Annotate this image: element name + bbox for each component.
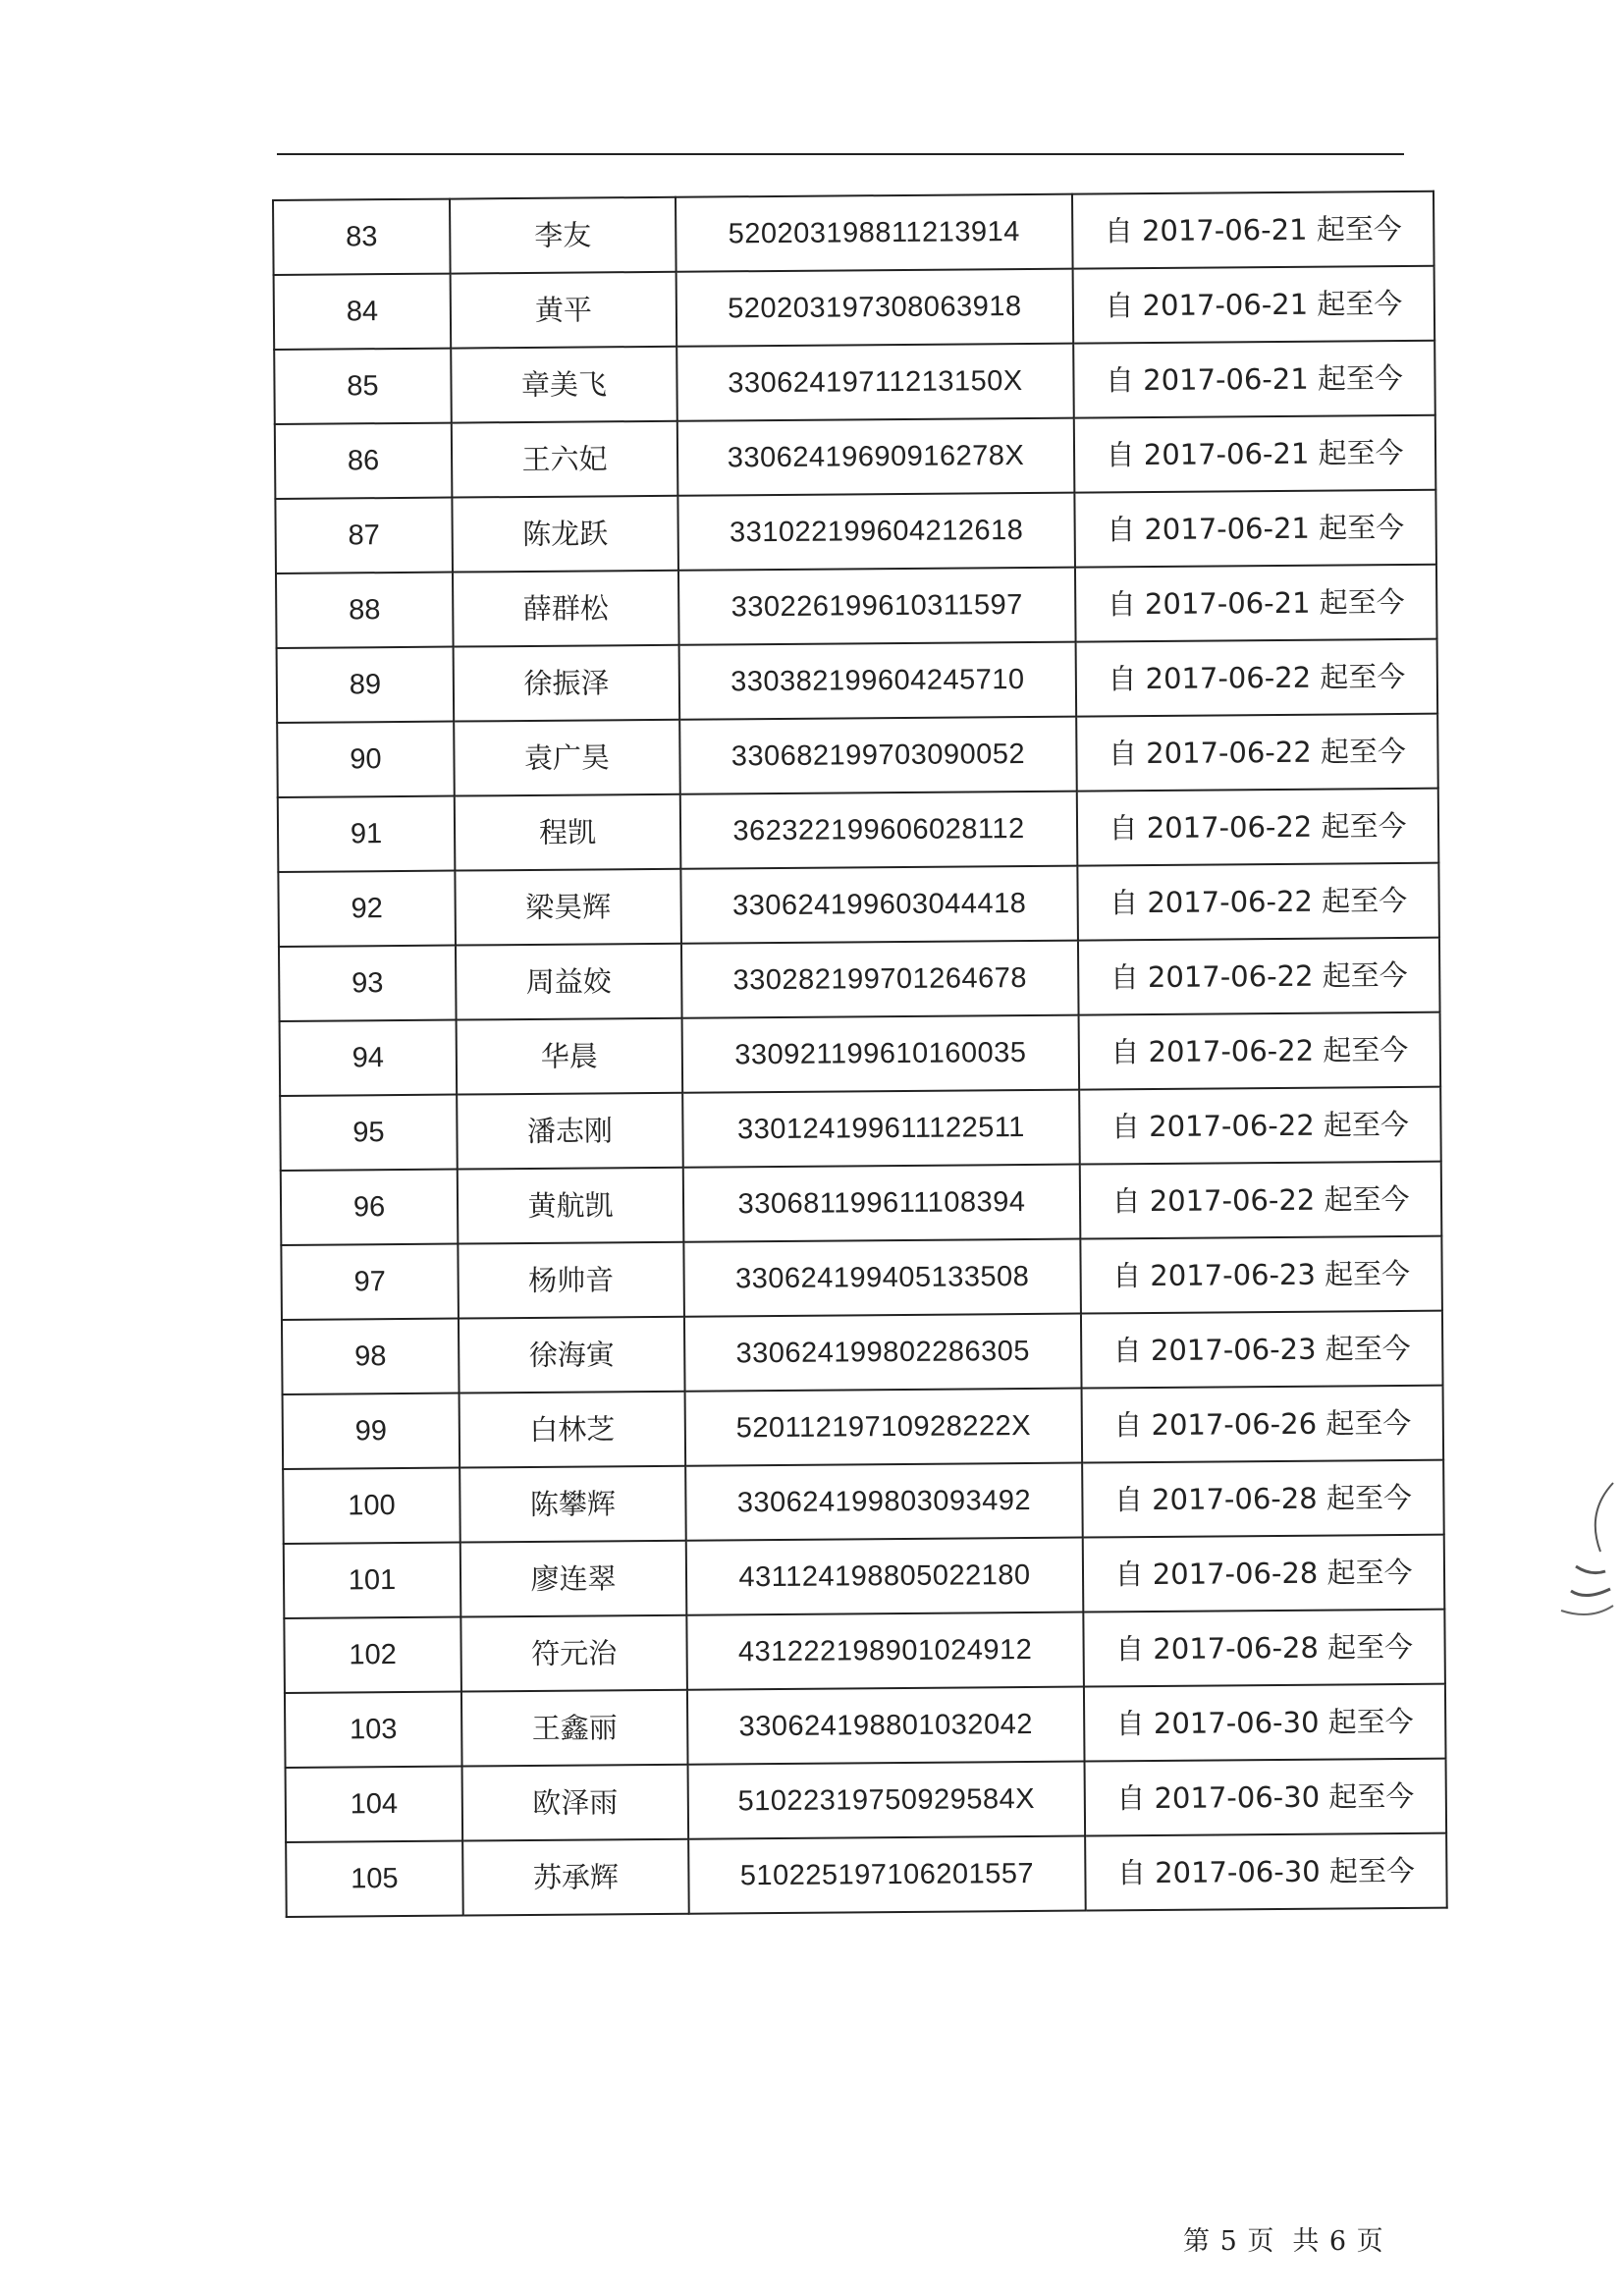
row-name: 袁广昊	[454, 720, 680, 796]
row-name: 徐海寅	[459, 1317, 685, 1394]
table-row	[275, 490, 1436, 574]
row-name: 陈攀辉	[460, 1466, 686, 1543]
row-number: 91	[278, 796, 456, 872]
row-number: 87	[275, 498, 453, 574]
row-id-number: 51022319750929584X	[688, 1762, 1086, 1839]
row-id-number: 330226199610311597	[678, 568, 1076, 645]
row-id-number: 52011219710928222X	[685, 1389, 1083, 1466]
row-id-number: 330624199603044418	[680, 866, 1078, 944]
row-id-number: 520203197308063918	[676, 269, 1074, 347]
row-number: 102	[284, 1617, 461, 1693]
row-id-number: 330624199802286305	[684, 1314, 1082, 1392]
row-name: 黄平	[451, 272, 677, 349]
row-name: 欧泽雨	[462, 1765, 689, 1841]
row-number: 96	[281, 1170, 459, 1245]
row-number: 88	[276, 573, 454, 648]
row-id-number: 33062419711213150X	[676, 344, 1074, 421]
row-number: 103	[285, 1692, 462, 1768]
row-id-number: 520203198811213914	[676, 194, 1073, 272]
table-row	[282, 1311, 1443, 1394]
row-number: 86	[275, 423, 453, 499]
row-name: 王六妃	[452, 421, 678, 498]
row-period: 自 2017-06-21 起至今	[1073, 341, 1435, 418]
row-id-number: 431222198901024912	[686, 1613, 1084, 1690]
row-number: 98	[282, 1319, 460, 1394]
table-row	[279, 938, 1440, 1021]
row-id-number: 330682199703090052	[679, 717, 1077, 794]
row-period: 自 2017-06-30 起至今	[1085, 1833, 1447, 1911]
table-row	[276, 565, 1437, 648]
row-period: 自 2017-06-21 起至今	[1075, 565, 1437, 642]
row-name: 廖连翠	[460, 1541, 687, 1617]
row-number: 92	[278, 871, 456, 947]
table-row	[274, 341, 1435, 424]
row-number: 97	[281, 1244, 459, 1320]
row-period: 自 2017-06-30 起至今	[1085, 1759, 1447, 1836]
row-number: 84	[274, 274, 452, 350]
table-row	[286, 1759, 1447, 1842]
row-period: 自 2017-06-22 起至今	[1077, 789, 1439, 866]
table-row	[273, 191, 1434, 275]
row-number: 94	[280, 1020, 458, 1096]
table-row	[285, 1684, 1446, 1768]
table-row	[283, 1386, 1444, 1469]
row-id-number: 330624198801032042	[687, 1687, 1085, 1765]
row-period: 自 2017-06-21 起至今	[1073, 266, 1435, 344]
page-number-total: 共 6 页	[1292, 2226, 1384, 2257]
row-number: 95	[280, 1095, 458, 1171]
row-period: 自 2017-06-22 起至今	[1077, 863, 1439, 941]
table-row	[278, 789, 1439, 872]
table-row	[277, 714, 1438, 797]
row-period: 自 2017-06-21 起至今	[1072, 191, 1434, 269]
table-row	[281, 1162, 1442, 1245]
row-period: 自 2017-06-22 起至今	[1080, 1162, 1442, 1239]
row-period: 自 2017-06-22 起至今	[1078, 938, 1440, 1015]
row-period: 自 2017-06-26 起至今	[1082, 1386, 1444, 1463]
row-period: 自 2017-06-22 起至今	[1079, 1012, 1441, 1090]
row-name: 符元治	[460, 1615, 687, 1692]
row-period: 自 2017-06-23 起至今	[1081, 1311, 1443, 1389]
row-name: 华晨	[457, 1018, 683, 1095]
row-number: 104	[286, 1767, 463, 1842]
page-footer	[1183, 2219, 1402, 2258]
table-body	[273, 191, 1447, 1917]
row-period: 自 2017-06-22 起至今	[1076, 639, 1438, 717]
row-number: 89	[277, 647, 455, 723]
row-name: 苏承辉	[462, 1839, 689, 1916]
row-name: 王鑫丽	[461, 1690, 688, 1767]
table-row	[277, 639, 1438, 723]
row-number: 100	[283, 1468, 460, 1544]
table-row	[280, 1012, 1441, 1096]
table-row	[284, 1535, 1445, 1618]
row-name: 徐振泽	[454, 645, 680, 722]
table-row	[274, 266, 1435, 350]
row-period: 自 2017-06-22 起至今	[1076, 714, 1438, 792]
row-name: 白林芝	[460, 1392, 686, 1468]
row-name: 梁昊辉	[455, 869, 681, 946]
header-rule	[277, 153, 1404, 155]
row-number: 99	[283, 1394, 460, 1469]
table-row	[286, 1833, 1447, 1917]
row-name: 黄航凯	[458, 1168, 684, 1244]
row-number: 90	[277, 722, 455, 797]
row-name: 陈龙跃	[452, 496, 678, 573]
row-name: 李友	[450, 197, 676, 274]
table-row	[280, 1087, 1441, 1171]
row-id-number: 331022199604212618	[677, 493, 1075, 571]
row-name: 薛群松	[453, 571, 679, 647]
row-number: 105	[286, 1841, 463, 1917]
row-id-number: 330282199701264678	[681, 941, 1079, 1018]
table-row	[275, 415, 1436, 499]
row-number: 93	[279, 946, 457, 1021]
row-name: 程凯	[455, 794, 681, 871]
row-number: 101	[284, 1543, 461, 1618]
table-row	[284, 1610, 1445, 1693]
row-name: 杨帅音	[458, 1242, 684, 1319]
row-name: 周益姣	[456, 944, 682, 1020]
row-id-number: 510225197106201557	[688, 1836, 1086, 1914]
seal-fragment	[1556, 1473, 1615, 1640]
row-id-number: 431124198805022180	[686, 1538, 1084, 1615]
row-id-number: 330624199803093492	[685, 1463, 1083, 1541]
row-name: 潘志刚	[457, 1093, 683, 1170]
row-id-number: 330921199610160035	[682, 1015, 1080, 1093]
row-id-number: 330624199405133508	[683, 1239, 1081, 1317]
row-period: 自 2017-06-22 起至今	[1079, 1087, 1441, 1165]
table-row	[281, 1236, 1442, 1320]
row-period: 自 2017-06-28 起至今	[1083, 1535, 1445, 1613]
row-id-number: 330124199611122511	[682, 1090, 1080, 1168]
row-period: 自 2017-06-23 起至今	[1080, 1236, 1442, 1314]
table-row	[278, 863, 1439, 947]
row-period: 自 2017-06-28 起至今	[1083, 1610, 1445, 1687]
row-id-number: 330681199611108394	[683, 1165, 1081, 1242]
row-period: 自 2017-06-28 起至今	[1082, 1460, 1444, 1538]
row-period: 自 2017-06-21 起至今	[1074, 490, 1436, 568]
row-id-number: 362322199606028112	[680, 792, 1078, 869]
table-row	[283, 1460, 1444, 1544]
record-table	[272, 191, 1448, 1918]
row-number: 83	[273, 199, 451, 275]
row-period: 自 2017-06-21 起至今	[1074, 415, 1436, 493]
row-id-number: 33062419690916278X	[677, 418, 1075, 496]
row-id-number: 330382199604245710	[679, 642, 1077, 720]
page-number-current: 第 5 页	[1183, 2226, 1275, 2257]
row-name: 章美飞	[451, 347, 677, 423]
row-number: 85	[274, 349, 452, 424]
row-period: 自 2017-06-30 起至今	[1084, 1684, 1446, 1762]
